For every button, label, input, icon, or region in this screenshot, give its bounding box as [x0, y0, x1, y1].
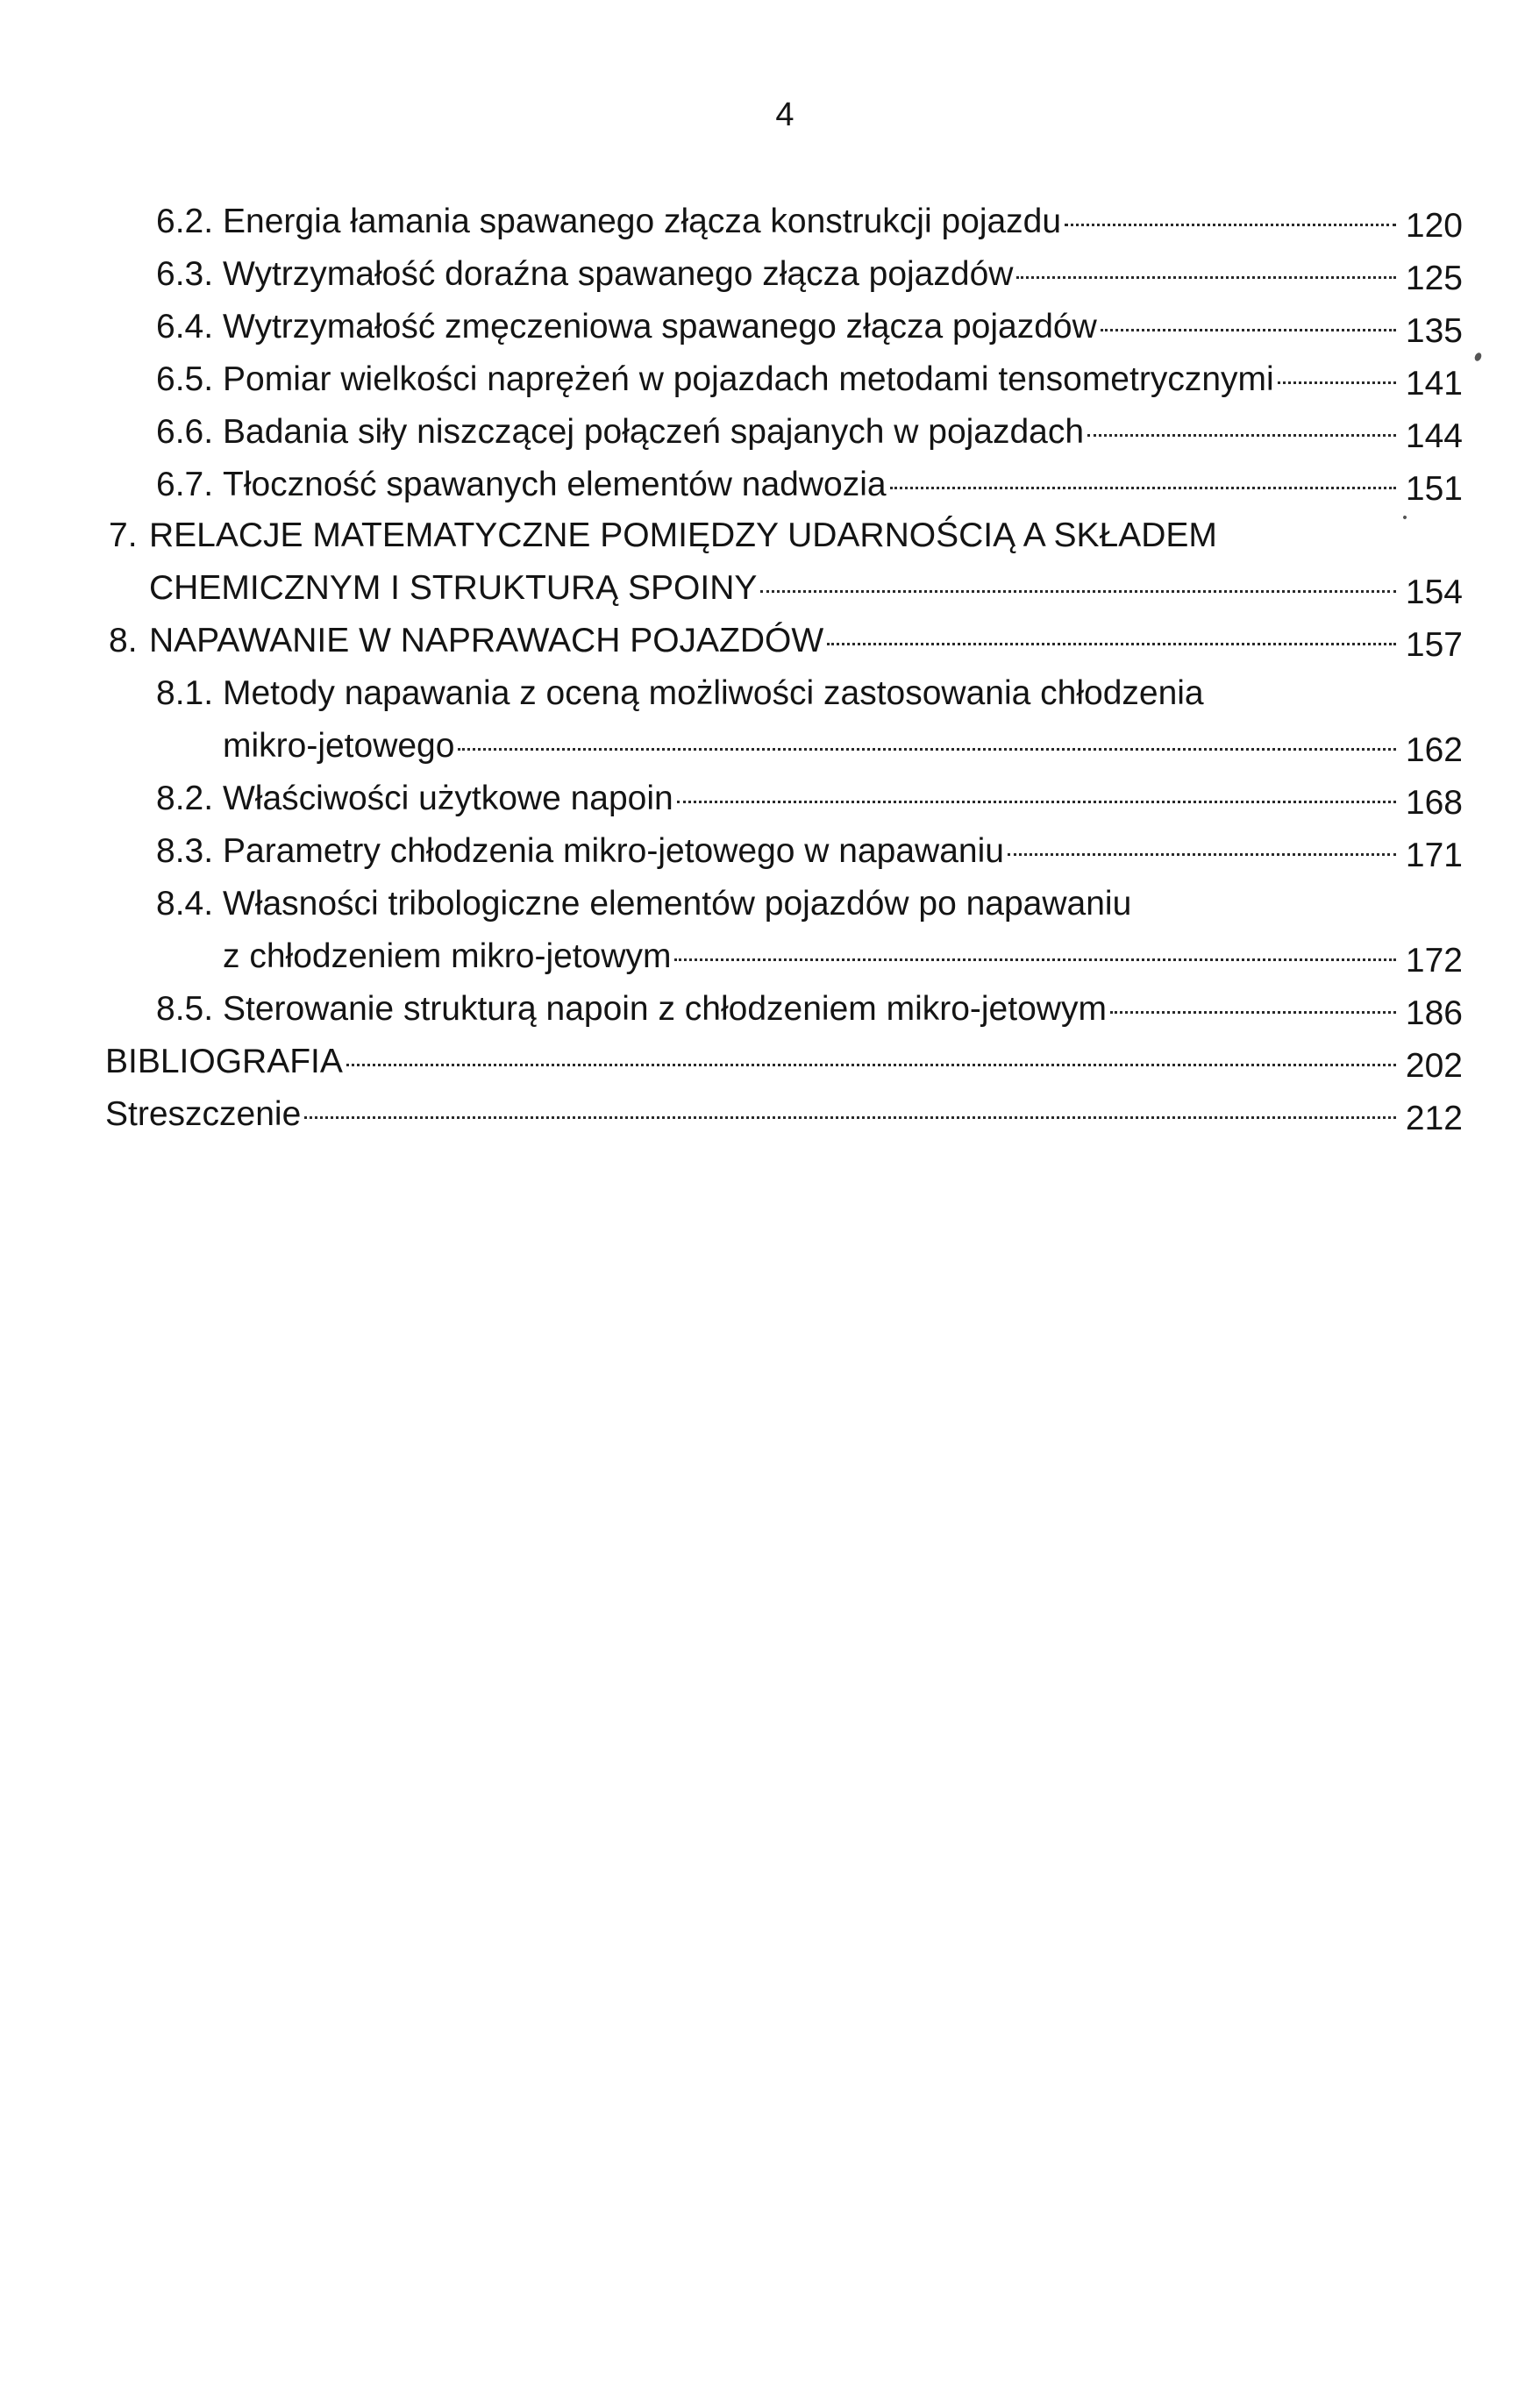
toc-entry-number: 6.3. [156, 255, 214, 293]
toc-entry-title: Sterowanie strukturą napoin z chłodzeniem mikro-jetowym [223, 990, 1107, 1028]
page-number: 4 [775, 96, 795, 133]
toc-entry-title: Badania siły niszczącej połączeń spajanych w pojazdach [223, 413, 1085, 451]
toc-entry-page: 172 [1405, 942, 1463, 980]
toc-entry-title-line1: Własności tribologiczne elementów pojazdów po napawaniu [223, 885, 1132, 923]
toc-entry-title-line2: CHEMICZNYM I STRUKTURĄ SPOINY [149, 569, 758, 607]
toc-entry-page: 162 [1405, 731, 1463, 769]
toc-entry-title: Tłoczność spawanych elementów nadwozia [223, 466, 887, 503]
toc-leader-dots [1087, 434, 1396, 437]
toc-entry-number: 6.7. [156, 466, 214, 503]
toc-entry-page: 154 [1405, 574, 1463, 611]
scan-speck [1473, 352, 1483, 362]
toc-entry-page: 186 [1405, 994, 1463, 1032]
toc-leader-dots [890, 487, 1396, 489]
toc-entry-title: Wytrzymałość doraźna spawanego złącza pojazdów [223, 255, 1014, 293]
toc-entry-number: 6.5. [156, 360, 214, 398]
toc-entry-title: Pomiar wielkości naprężeń w pojazdach metodami tensometrycznymi [223, 360, 1274, 398]
toc-entry-number: 8. [109, 622, 138, 659]
toc-entry-page: 212 [1405, 1100, 1463, 1137]
toc-leader-dots [1101, 329, 1396, 331]
toc-entry-page: 144 [1405, 417, 1463, 455]
toc-entry-title: BIBLIOGRAFIA [105, 1043, 343, 1080]
toc-leader-dots [304, 1116, 1396, 1119]
toc-entry-title: Właściwości użytkowe napoin [223, 780, 673, 817]
toc-entry-title-line1: Metody napawania z oceną możliwości zastosowania chłodzenia [223, 674, 1204, 712]
toc-entry-title-line2: z chłodzeniem mikro-jetowym [223, 937, 672, 975]
toc-entry-title: Wytrzymałość zmęczeniowa spawanego złącza pojazdów [223, 308, 1097, 346]
toc-leader-dots [827, 643, 1396, 645]
toc-leader-dots [1278, 381, 1396, 384]
toc-entry-number: 6.6. [156, 413, 214, 451]
toc-entry-number: 6.4. [156, 308, 214, 346]
toc-entry-title: NAPAWANIE W NAPRAWACH POJAZDÓW [149, 622, 824, 659]
toc-entry-number: 8.2. [156, 780, 214, 817]
toc-entry-page: 157 [1405, 626, 1463, 664]
toc-entry-page: 120 [1405, 207, 1463, 245]
toc-leader-dots [1008, 853, 1396, 856]
toc-entry-number: 6.2. [156, 203, 214, 240]
toc-entry-number: 8.3. [156, 832, 214, 870]
toc-entry-page: 171 [1405, 837, 1463, 874]
toc-entry-page: 168 [1405, 784, 1463, 822]
toc-entry-page: 151 [1405, 470, 1463, 508]
toc-entry-title: Parametry chłodzenia mikro-jetowego w napawaniu [223, 832, 1004, 870]
toc-entry-title-line1: RELACJE MATEMATYCZNE POMIĘDZY UDARNOŚCIĄ A SKŁADEM [149, 517, 1217, 554]
toc-entry-number: 8.5. [156, 990, 214, 1028]
toc-leader-dots [677, 801, 1396, 803]
toc-entry-number: 8.1. [156, 674, 214, 712]
toc-entry-page: 135 [1405, 312, 1463, 350]
toc-entry-number: 8.4. [156, 885, 214, 923]
toc-leader-dots [760, 590, 1396, 593]
toc-leader-dots [458, 748, 1396, 751]
toc-entry-page: 202 [1405, 1047, 1463, 1085]
toc-entry-title: Streszczenie [105, 1095, 302, 1133]
toc-leader-dots [1110, 1011, 1396, 1014]
toc-leader-dots [674, 958, 1396, 961]
toc-leader-dots [346, 1064, 1396, 1066]
toc-leader-dots [1016, 276, 1396, 279]
toc-entry-number: 7. [109, 517, 138, 554]
toc-entry-page: 141 [1405, 365, 1463, 403]
toc-entry-title: Energia łamania spawanego złącza konstrukcji pojazdu [223, 203, 1062, 240]
toc-entry-page: 125 [1405, 260, 1463, 297]
toc-leader-dots [1065, 224, 1396, 226]
toc-entry-title-line2: mikro-jetowego [223, 727, 455, 765]
